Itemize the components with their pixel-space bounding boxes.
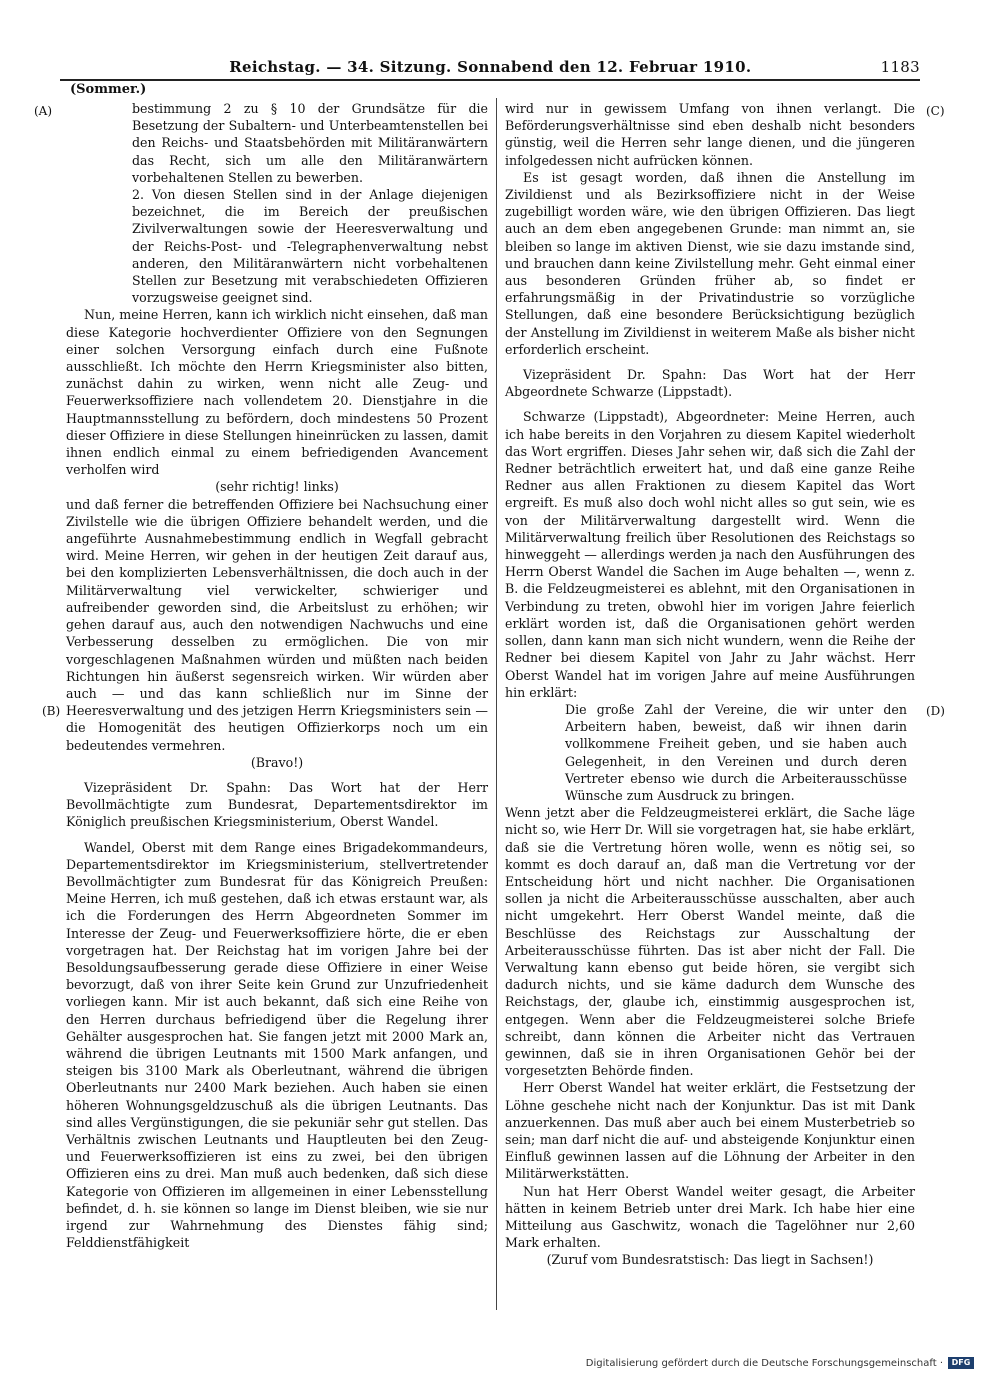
paragraph: Nun, meine Herren, kann ich wirklich nicht einsehen, daß man diese Kategorie hochverdienter Offiziere von den Segnungen einer solchen Versorgung einfach durch eine Fußnote ausschließt. Ich möchte den Herrn Kriegsminister also bitten, zunächst dahin zu wirken, wenn nicht alle Zeug- und Feuerwerksoffiziere nach vollendetem 20. Dienstjahre in die Hauptmannsstellung zu befördern, doch mindestens 50 Prozent dieser Offiziere in diese Stellungen hineinrücken zu lassen, damit ihnen endlich einmal zu einem befriedigenden Avancement verholfen wird xyxy=(66,307,488,478)
paragraph: Vizepräsident Dr. Spahn: Das Wort hat der Herr Bevollmächtigte zum Bundesrat, Departementsdirektor im Königlich preußischen Kriegsministerium, Oberst Wandel. xyxy=(66,779,488,830)
margin-marker-b: (B) xyxy=(42,704,61,718)
paragraph: wird nur in gewissem Umfang von ihnen verlangt. Die Beförderungsverhältnisse sind eben deshalb nicht besonders günstig, weil die Herren sehr lange dienen, und die jüngeren infolgedessen nicht aufrücken können. xyxy=(505,101,915,168)
paragraph: und daß ferner die betreffenden Offiziere bei Nachsuchung einer Zivilstelle wie die übrigen Offiziere behandelt werden, und die angeführte Ausnahmebestimmung endlich in Wegfall gebracht wird. Meine Herren, wir gehen in der heutigen Zeit darauf aus, bei den komplizierten Lebensverhältnissen, die doch auch in der Militärverwaltung viel verwickelter, schwieriger und aufreibender geworden sind, die Arbeitslust zu erhöhen; wir gehen darauf aus, auch den notwendigen Nachwuchs und eine Verbesserung desselben zu ermöglichen. Die von mir vorgeschlagenen Maßnahmen würden und müßten nach beiden Richtungen hin äußerst segensreich wirken. Wir würden aber auch — und das kann schließlich nur im Sinne der Heeresverwaltung und des jetzigen Herrn Kriegsministers sein — die Homogenität des heutigen Offizierkorps noch um ein bedeutendes vermehren. xyxy=(66,496,488,753)
paragraph: Wandel, Oberst mit dem Range eines Brigadekommandeurs, Departementsdirektor im Kriegsministerium, stellvertretender Bevollmächtigter zum Bundesrat für das Königreich Preußen: Meine Herren, ich muß gestehen, daß ich etwas erstaunt war, als ich die Forderungen des Herrn Abgeordneten Sommer im Interesse der Zeug- und Feuerwerksoffiziere hörte, die er eben vorgetragen hat. Der Reichstag hat im vorigen Jahre bei der Besoldungsaufbesserung gerade diese Offiziere in einer Weise bevorzugt, daß von ihrer Seite kein Grund zur Unzufriedenheit vorliegen kann. Mir ist auch bekannt, daß sich eine Reihe von den Herren durchaus befriedigend über die Regelung ihrer Gehälter ausgesprochen hat. Sie fangen jetzt mit 2000 Mark an, während die übrigen Leutnants mit 1500 Mark anfangen, und steigen bis 3100 Mark als Oberleutnant, während die übrigen Oberleutnants nur 2400 Mark beziehen. Auch haben sie einen höheren Wohnungsgeldzuschuß als die übrigen Leutnants. Das sind alles Vergünstigungen, die sie pekuniär sehr gut stellen. Das Verhältnis zwischen Leutnants und Hauptleuten bei den Zeug- und Feuerwerksoffizieren ist eins zu zwei, bei den übrigen Offizieren eins zu drei. Man muß auch bedenken, daß sich diese Kategorie von Offizieren im allgemeinen in einer Lebensstellung befindet, d. h. sie können so lange im Dienst bleiben, wie sie nur irgend zur Wahrnehmung des Dienstes fähig sind; Felddienstfähigkeit xyxy=(66,839,488,1251)
page-number: 1183 xyxy=(880,58,920,76)
dfg-logo: DFG xyxy=(948,1357,974,1369)
header-title: Reichstag. — 34. Sitzung. Sonnabend den 12. Februar 1910. xyxy=(229,58,752,76)
interjection: (Bravo!) xyxy=(250,754,304,770)
margin-marker-d: (D) xyxy=(926,704,945,718)
speaker-top: (Sommer.) xyxy=(70,82,147,97)
footer xyxy=(586,1357,974,1369)
interjection: (sehr richtig! links) xyxy=(215,479,339,495)
column-divider xyxy=(496,98,497,1310)
paragraph: 2. Von diesen Stellen sind in der Anlage diejenigen bezeichnet, die im Bereich der preußischen Zivilverwaltungen sowie der Heeresverwaltung und der Reichs-Post- und -Telegraphenverwaltung nebst anderen, den Militäranwärtern nicht vorbehaltenen Stellen zur Besetzung mit verabschiedeten Offizieren vorzugsweise geeignet sind. xyxy=(132,187,488,306)
left-column xyxy=(66,100,488,1251)
paragraph: Schwarze (Lippstadt), Abgeordneter: Meine Herren, auch ich habe bereits in den Vorjahren zu diesem Kapitel wiederholt das Wort ergriffen. Dieses Jahr sehen wir, daß sich die Zahl der Redner beträchtlich erweitert hat, und daß eine ganze Reihe Redner aus allen Fraktionen zu diesem Kapitel das Wort ergreift. Es muß also doch wohl nicht alles so gut sein, wie es von der Militärverwaltung dargestellt wird. Wenn die Militärverwaltung freilich über Resolutionen des Reichstags so hinweggeht — allerdings werden ja nach den Ausführungen des Herrn Oberst Wandel die Sachen im Auge behalten —, wenn z. B. die Feldzeugmeisterei es ablehnt, mit den Organisationen in Verbindung zu treten, obwohl hier im vorigen Jahre feierlich erklärt worden ist, daß die Organisationen gehört werden sollen, dann kann man sich nicht wundern, wenn die Reihe der Redner bei diesem Kapitel von Jahr zu Jahr wächst. Herr Oberst Wandel hat im vorigen Jahre auf meine Ausführungen hin erklärt: xyxy=(505,409,915,700)
margin-marker-a: (A) xyxy=(34,104,53,118)
margin-marker-c: (C) xyxy=(926,104,945,118)
interjection: (Zuruf vom Bundesratstisch: Das liegt in Sachsen!) xyxy=(546,1252,874,1268)
footer-text: Digitalisierung gefördert durch die Deutsche Forschungsgemeinschaft · xyxy=(585,1357,943,1369)
paragraph: Herr Oberst Wandel hat weiter erklärt, die Festsetzung der Löhne geschehe nicht nach der Konjunktur. Das ist mit Dank anzuerkennen. Das muß aber auch bei einem Musterbetrieb so sein; man darf nicht die auf- und absteigende Konjunktur einen Einfluß gewinnen lassen auf die Löhnung der Arbeiter in den Militärwerkstätten. xyxy=(505,1080,915,1182)
paragraph: Vizepräsident Dr. Spahn: Das Wort hat der Herr Abgeordnete Schwarze (Lippstadt). xyxy=(505,367,915,400)
paragraph: Es ist gesagt worden, daß ihnen die Anstellung im Zivildienst und als Bezirksoffiziere nicht in der Weise zugebilligt worden wäre, wie den übrigen Offizieren. Das liegt auch an dem eben angegebenen Grunde: man nimmt an, sie bleiben so lange im aktiven Dienst, wie sie dazu imstande sind, und brauchen dann keine Zivilstellung mehr. Geht einmal einer aus besonderen Gründen früher ab, so findet er erfahrungsmäßig in der Privatindustrie so vorzügliche Stellungen, daß eine besondere Berücksichtigung bezüglich der Anstellung im Zivildienst in weiterem Maße als bisher nicht erforderlich erscheint. xyxy=(505,169,915,357)
page-header xyxy=(60,56,920,78)
paragraph: Nun hat Herr Oberst Wandel weiter gesagt, die Arbeiter hätten in keinem Betrieb unter drei Mark. Ich habe hier eine Mitteilung aus Gaschwitz, wonach die Tagelöhner nur 2,60 Mark erhalten. xyxy=(505,1183,915,1251)
quotation: Die große Zahl der Vereine, die wir unter den Arbeitern haben, beweist, daß wir ihnen darin vollkommene Freiheit geben, und sie haben auch Gelegenheit, in den Vereinen und durch deren Vertreter ebenso wie durch die Arbeiterausschüsse Wünsche zum Ausdruck zu bringen. xyxy=(565,701,907,803)
paragraph: bestimmung 2 zu § 10 der Grundsätze für die Besetzung der Subaltern- und Unterbeamtenstellen bei den Reichs- und Staatsbehörden mit Militäranwärtern das Recht, sich um alle den Militäranwärtern vorbehaltenen Stellen zu bewerben. xyxy=(132,101,488,185)
paragraph: Wenn jetzt aber die Feldzeugmeisterei erklärt, die Sache läge nicht so, wie Herr Dr. Will sie vorgetragen hat, sie habe erklärt, daß sie die Vertretung hören wolle, wenn es nötig sei, so kommt es doch darauf an, daß man die Vertretung vor der Entscheidung hört und nicht nachher. Die Organisationen sollen ja nicht die Arbeiterausschüsse ausschalten, aber auch nicht umgekehrt. Herr Oberst Wandel meinte, daß die Beschlüsse des Reichstags zur Ausschaltung der Arbeiterausschüsse führten. Das ist aber nicht der Fall. Die Verwaltung kann ebenso gut beide hören, sie vergibt sich dadurch nichts, und sie käme dadurch dem Wunsche des Reichstags, der, glaube ich, einstimmig ausgesprochen ist, entgegen. Wenn aber die Feldzeugmeisterei solche Briefe schreibt, dann können die Arbeiter nicht das Vertrauen gewinnen, daß sie in ihren Organisationen Gehör bei der vorgesetzten Behörde finden. xyxy=(505,805,915,1079)
right-column xyxy=(505,100,915,1269)
header-rule xyxy=(60,79,920,81)
